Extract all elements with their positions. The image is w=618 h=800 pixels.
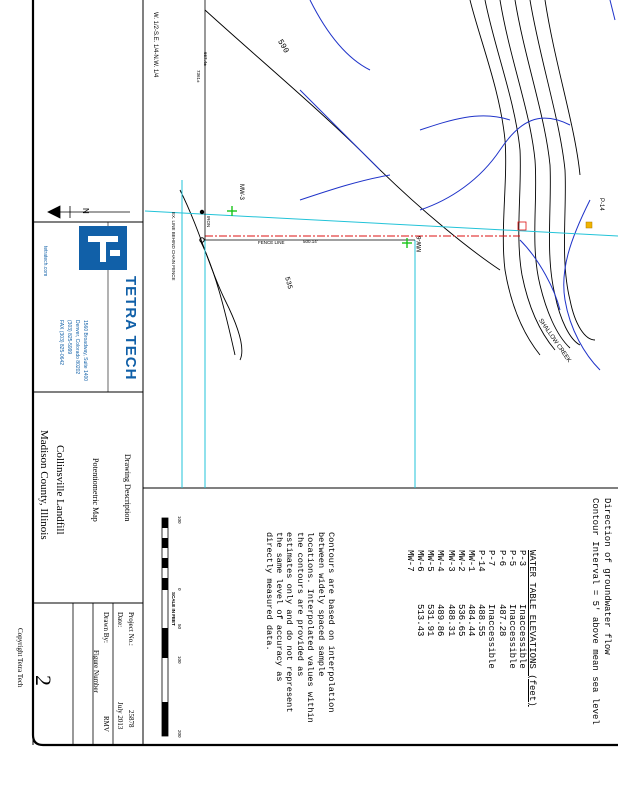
elevation-value: 484.44 xyxy=(466,604,476,637)
distance-label: 500.14' xyxy=(303,239,318,244)
elevation-value: 488.31 xyxy=(445,604,456,637)
drawing-description: Potentiometric Map xyxy=(91,458,100,522)
well-marker-mw6 xyxy=(402,238,412,248)
elevation-value: 488.55 xyxy=(476,604,487,637)
elevation-value: Inaccessible xyxy=(506,604,517,669)
elevation-well: P-6 xyxy=(496,550,507,567)
elevation-well: MW-2 xyxy=(455,550,466,572)
elevation-well: MW-3 xyxy=(445,550,456,572)
elevation-well: MW-7 xyxy=(404,550,415,572)
stream-label: SHALLOW CREEK xyxy=(537,318,572,364)
elevation-value: Inaccessible xyxy=(486,604,497,669)
contour-lines xyxy=(180,0,595,360)
elevation-value: Inaccessible xyxy=(517,604,527,669)
elevation-value: 531.91 xyxy=(425,604,436,637)
disclaimer-line: between widely spaced sample xyxy=(315,532,326,677)
disclaimer-line: the contours are provided as xyxy=(294,532,305,677)
well-markers xyxy=(227,206,412,248)
elevation-value: 513.43 xyxy=(415,604,425,637)
company-phone-2: FAX (303) 825-0642 xyxy=(58,320,64,366)
scale-tick-0: 100 xyxy=(177,516,182,524)
p14-marker xyxy=(586,222,592,228)
elevation-well: P-7 xyxy=(486,550,497,567)
disclaimer-line: Contours are based on interpolation xyxy=(326,532,336,713)
disclaimer-line: directly measured data. xyxy=(263,532,274,651)
well-label-mw3: MW-3 xyxy=(238,184,244,200)
date-value: July 2013 xyxy=(116,702,124,730)
scale-tick-4: 200 xyxy=(177,730,182,738)
well-label-mw6: MW-6 xyxy=(417,236,423,252)
elevation-well: P-5 xyxy=(506,550,517,567)
date-label: Date: xyxy=(116,612,124,628)
iron-pin-a xyxy=(200,210,204,214)
water-table-title: WATER TABLE ELEVATIONS (feet) xyxy=(527,550,537,707)
corner-note-a: 667.4± xyxy=(203,52,208,66)
elevation-well: MW-5 xyxy=(425,550,436,572)
scale-tick-1: 0 xyxy=(177,588,182,591)
project-no: 25878 xyxy=(127,710,135,728)
drawn-by-label: Drawn By: xyxy=(102,612,110,643)
section-label: W. 1/2-S.E. 1/4-N.W. 1/4 xyxy=(152,12,158,78)
elevation-value: 489.86 xyxy=(435,604,446,637)
drawn-by: RMV xyxy=(102,716,110,732)
map-small-note: EX. LINE BEHIND CHAIN FENCE xyxy=(171,212,176,281)
scale-tick-2: 50 xyxy=(177,624,182,630)
elevation-well: MW-6 xyxy=(415,550,425,572)
company-web: tetratech.com xyxy=(42,246,48,277)
figure-label: Figure Number xyxy=(92,650,100,693)
company-phone-1: (303) 825-5999 xyxy=(66,320,72,355)
disclaimer-line: locations. Interpolated values within xyxy=(305,532,316,723)
company-name: TETRA TECH xyxy=(122,276,139,381)
flow-direction-note: Direction of groundwater flow xyxy=(602,498,612,655)
company-address-1: 1560 Broadway, Suite 1400 xyxy=(82,320,88,382)
company-address-2: Denver, Colorado 80202 xyxy=(74,320,80,375)
figure-number: 2 xyxy=(31,675,56,686)
disclaimer-line: the same level of accuracy as xyxy=(274,532,284,682)
well-marker-mw3 xyxy=(227,206,237,216)
elevation-well: MW-4 xyxy=(435,550,446,572)
contour-label-590: 590 xyxy=(275,38,291,55)
scale-bar xyxy=(162,518,168,736)
well-label-p14: P-14 xyxy=(598,198,604,211)
contour-interval-note: Contour Interval = 5' above mean sea level xyxy=(590,498,600,725)
elevation-well: P-14 xyxy=(476,550,487,572)
elevation-value: 487.28 xyxy=(496,604,507,637)
contour-label-535: 535 xyxy=(282,276,294,291)
scale-tick-3: 100 xyxy=(177,656,182,664)
north-arrow-label: N xyxy=(81,208,90,214)
elevation-well: P-3 xyxy=(517,550,527,567)
description-label: Drawing Description xyxy=(123,454,132,522)
disclaimer-line: estimates only and do not represent xyxy=(284,532,295,713)
iron-pin-label: IRON xyxy=(206,216,211,228)
fence-line-label: FENCE LINE xyxy=(258,240,285,245)
drainage-lines xyxy=(300,0,615,370)
project-no-label: Project No.: xyxy=(127,612,135,646)
site-location: Madison County, Illinois xyxy=(38,430,50,540)
copyright: Copyright Tetra Tech xyxy=(16,628,24,688)
elevation-value: 536.65 xyxy=(455,604,466,637)
site-name: Collinsville Landfill xyxy=(54,445,66,535)
elevation-well: MW-1 xyxy=(466,550,476,572)
scale-title: SCALE IN FEET xyxy=(171,592,176,626)
corner-note-b: 7361± xyxy=(196,70,201,83)
